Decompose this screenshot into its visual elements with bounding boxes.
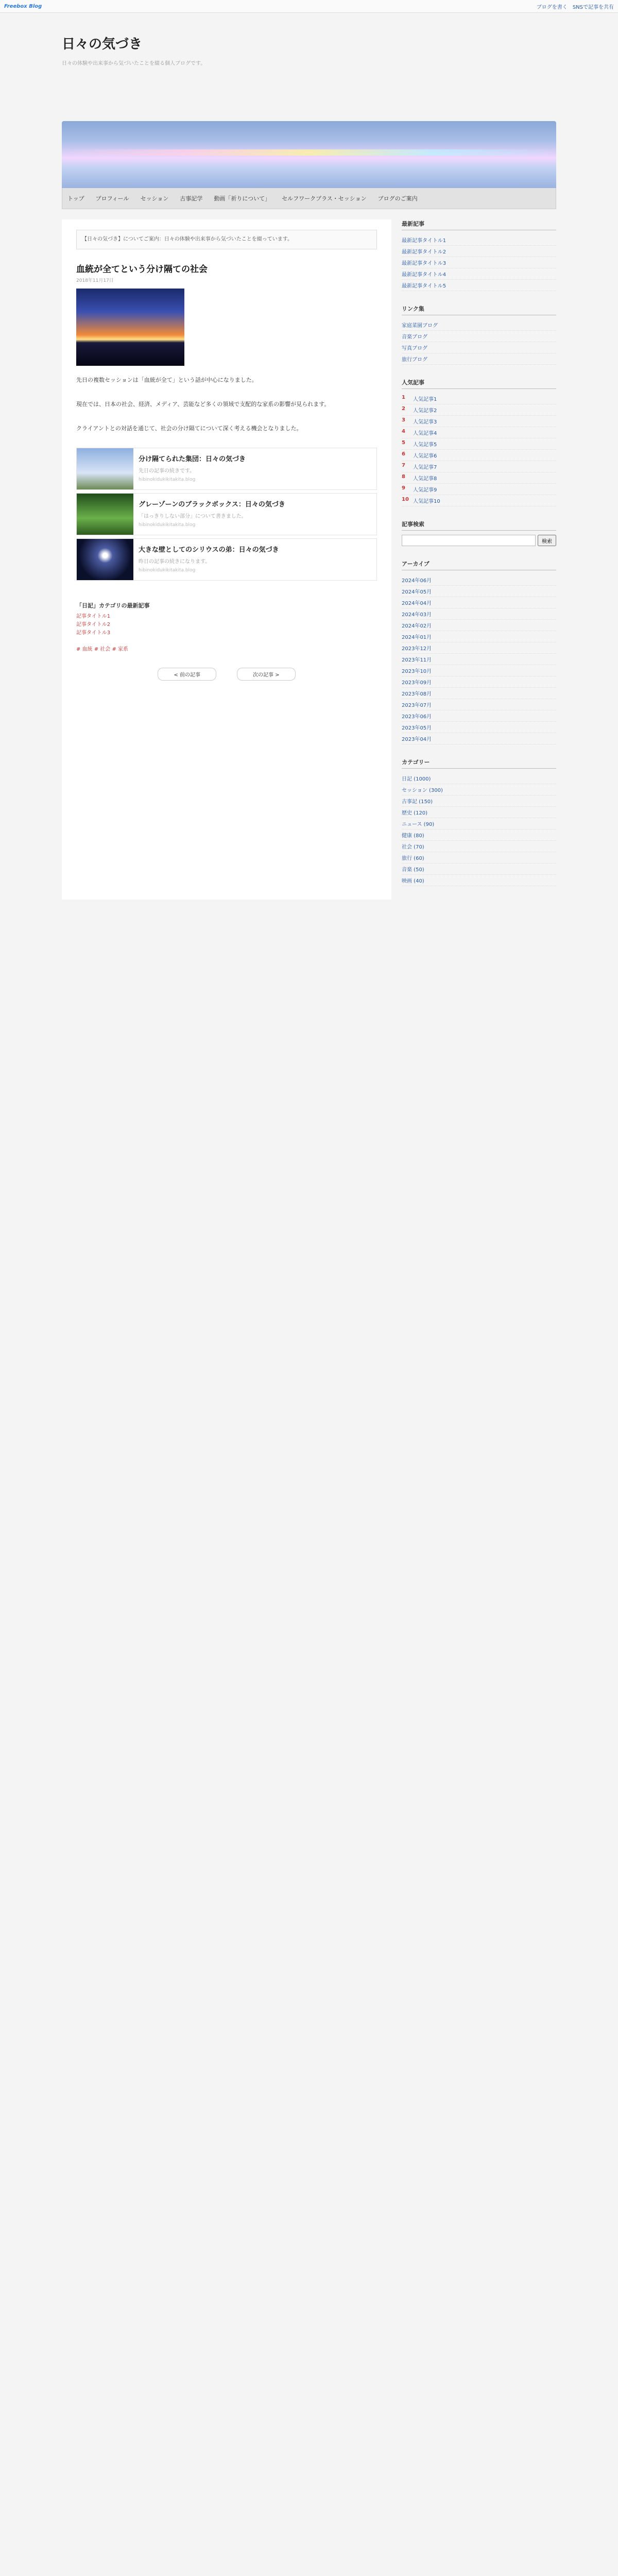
search-button[interactable]: 検索 — [538, 535, 556, 546]
ranking-item[interactable]: 5 人気記事5 — [402, 438, 556, 450]
nav-item-session[interactable]: セッション — [140, 195, 169, 202]
ranking-item[interactable]: 1 人気記事1 — [402, 393, 556, 404]
archive-link[interactable]: 2023年07月 — [402, 699, 556, 710]
card-thumbnail — [77, 539, 133, 580]
recent-post-link[interactable]: 最新記事タイトル3 — [402, 257, 556, 268]
post-date: 2018年11月17日 — [76, 278, 114, 283]
site-header — [62, 13, 556, 121]
main-content — [62, 219, 391, 900]
ranking-item[interactable]: 8 人気記事8 — [402, 472, 556, 484]
widget-heading: アーカイブ — [402, 560, 556, 570]
card-excerpt: 「はっきりしない部分」について書きました。 — [139, 513, 247, 519]
archive-link[interactable]: 2023年04月 — [402, 733, 556, 744]
header-image — [62, 121, 556, 188]
archive-link[interactable]: 2023年06月 — [402, 710, 556, 722]
link-card[interactable] — [76, 538, 377, 581]
nav-item-selfwork[interactable]: セルフワークプラス・セッション — [282, 195, 367, 202]
recent-post-link[interactable]: 最新記事タイトル5 — [402, 280, 556, 291]
external-link[interactable]: 家庭菜園ブログ — [402, 319, 556, 331]
ranking-item[interactable]: 10 人気記事10 — [402, 495, 556, 506]
recent-post-link[interactable]: 最新記事タイトル1 — [402, 234, 556, 246]
post-image — [76, 289, 184, 366]
post-tags[interactable]: # 血統 # 社会 # 家系 — [76, 646, 129, 652]
ranking-item[interactable]: 7 人気記事7 — [402, 461, 556, 472]
category-widget — [402, 758, 556, 886]
next-post-button[interactable]: 次の記事 > — [237, 668, 296, 681]
site-description: 日々の体験や出来事から気づいたことを綴る個人ブログです。 — [62, 61, 206, 66]
category-link[interactable]: 歴史 (120) — [402, 807, 556, 818]
archive-link[interactable]: 2024年03月 — [402, 608, 556, 620]
card-source: hibinokidukikitakita.blog — [139, 567, 196, 573]
recent-posts-widget — [402, 219, 556, 291]
card-excerpt: 先日の記事の続きです。 — [139, 468, 195, 474]
card-thumbnail — [77, 494, 133, 535]
global-nav — [62, 188, 556, 209]
search-input[interactable] — [402, 535, 536, 546]
write-blog-link[interactable]: ブログを書く — [536, 4, 568, 10]
ranking-item[interactable]: 2 人気記事2 — [402, 404, 556, 416]
nav-item-top[interactable]: トップ — [67, 195, 84, 202]
card-excerpt: 昨日の記事の続きになります。 — [139, 558, 211, 565]
widget-heading: 記事検索 — [402, 520, 556, 531]
archive-link[interactable]: 2023年10月 — [402, 665, 556, 676]
share-link[interactable]: SNSで記事を共有 — [572, 4, 614, 10]
related-heading: 「日記」カテゴリの最新記事 — [76, 602, 150, 609]
related-item[interactable]: 記事タイトル3 — [76, 630, 111, 636]
ranking-item[interactable]: 6 人気記事6 — [402, 450, 556, 461]
related-item[interactable]: 記事タイトル1 — [76, 613, 111, 619]
archive-link[interactable]: 2023年11月 — [402, 654, 556, 665]
category-link[interactable]: 社会 (70) — [402, 841, 556, 852]
archive-link[interactable]: 2023年12月 — [402, 642, 556, 654]
category-link[interactable]: ニュース (90) — [402, 818, 556, 829]
post-pager — [76, 668, 377, 681]
related-item[interactable]: 記事タイトル2 — [76, 621, 111, 628]
category-link[interactable]: 映画 (40) — [402, 875, 556, 886]
prev-post-button[interactable]: < 前の記事 — [158, 668, 216, 681]
category-link[interactable]: 日記 (1000) — [402, 773, 556, 784]
card-title: グレーゾーンのブラックボックス：日々の気づき — [139, 500, 285, 509]
widget-heading: カテゴリー — [402, 758, 556, 769]
category-link[interactable]: 健康 (80) — [402, 829, 556, 841]
link-card[interactable] — [76, 448, 377, 490]
archive-link[interactable]: 2023年05月 — [402, 722, 556, 733]
archive-link[interactable]: 2024年05月 — [402, 586, 556, 597]
sidebar — [402, 219, 556, 900]
external-link[interactable]: 写真ブログ — [402, 342, 556, 353]
widget-heading: 人気記事 — [402, 378, 556, 389]
external-link[interactable]: 音楽ブログ — [402, 331, 556, 342]
category-link[interactable]: 旅行 (60) — [402, 852, 556, 863]
archive-link[interactable]: 2023年09月 — [402, 676, 556, 688]
recent-post-link[interactable]: 最新記事タイトル4 — [402, 268, 556, 280]
links-widget — [402, 304, 556, 365]
site-title[interactable]: 日々の気づき — [62, 37, 143, 52]
category-link[interactable]: セッション (300) — [402, 784, 556, 795]
link-card[interactable] — [76, 493, 377, 535]
archive-link[interactable]: 2023年08月 — [402, 688, 556, 699]
card-title: 大きな壁としてのシリウスの弟：日々の気づき — [139, 546, 279, 554]
archive-link[interactable]: 2024年01月 — [402, 631, 556, 642]
service-logo[interactable]: Freebox Blog — [4, 3, 42, 9]
ranking-item[interactable]: 4 人気記事4 — [402, 427, 556, 438]
notice-box: 【日々の気づき】についてご案内：日々の体験や出来事から気づいたことを綴っています。 — [76, 230, 377, 249]
card-thumbnail — [77, 448, 133, 489]
related-posts — [76, 601, 377, 637]
category-link[interactable]: 古事記 (150) — [402, 795, 556, 807]
post-paragraph: 現在では、日本の社会、経済、メディア、芸能など多くの領域で支配的な家系の影響が見られます。 — [76, 400, 330, 408]
widget-heading: リンク集 — [402, 304, 556, 315]
category-link[interactable]: 音楽 (50) — [402, 863, 556, 875]
card-title: 分け隔てられた集団：日々の気づき — [139, 455, 246, 463]
post — [76, 262, 377, 434]
nav-item-video[interactable]: 動画「祈りについて」 — [214, 195, 271, 202]
ranking-item[interactable]: 3 人気記事3 — [402, 416, 556, 427]
nav-item-profile[interactable]: プロフィール — [95, 195, 129, 202]
widget-heading: 最新記事 — [402, 219, 556, 230]
archive-link[interactable]: 2024年04月 — [402, 597, 556, 608]
ranking-widget — [402, 378, 556, 506]
external-link[interactable]: 旅行ブログ — [402, 353, 556, 365]
search-widget — [402, 520, 556, 546]
card-source: hibinokidukikitakita.blog — [139, 477, 196, 482]
post-paragraph: 先日の複数セッションは「血統が全て」という話が中心になりました。 — [76, 377, 258, 383]
post-title[interactable]: 血統が全てという分け隔ての社会 — [76, 264, 208, 275]
ranking-item[interactable]: 9 人気記事9 — [402, 484, 556, 495]
card-source: hibinokidukikitakita.blog — [139, 522, 196, 528]
archive-link[interactable]: 2024年06月 — [402, 574, 556, 586]
nav-item-guide[interactable]: ブログのご案内 — [377, 195, 418, 202]
recent-post-link[interactable]: 最新記事タイトル2 — [402, 246, 556, 257]
archive-widget — [402, 560, 556, 744]
post-paragraph: クライアントとの対話を通じて、社会の分け隔てについて深く考える機会となりました。 — [76, 425, 302, 432]
nav-item-kojiki[interactable]: 古事記学 — [180, 195, 203, 202]
archive-link[interactable]: 2024年02月 — [402, 620, 556, 631]
top-bar — [0, 0, 618, 13]
